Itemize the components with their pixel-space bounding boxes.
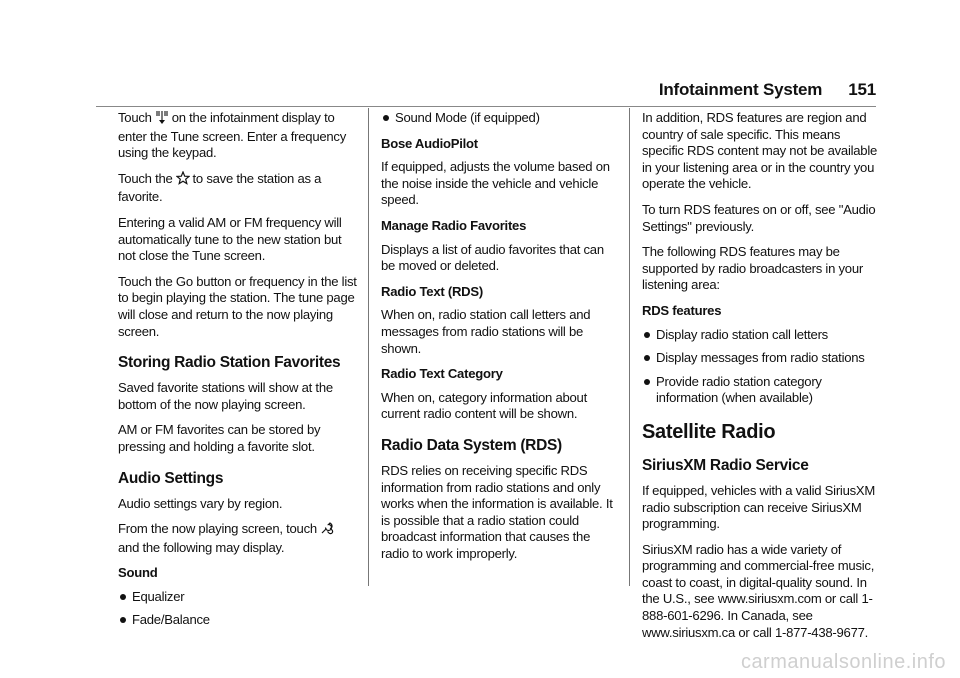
list-item: Display radio station call letters [642, 327, 884, 344]
paragraph: Audio settings vary by region. [118, 495, 283, 511]
rds-features-list [642, 327, 884, 407]
paragraph: SiriusXM radio has a wide variety of programming and commercial-free music, coast to coast, in digital-quality sound. In the U.S., see www.siriusxm.com or call 1-888-601-6296. In Canada, see www.siriusxm.ca or call 1-877-438-9677. [642, 541, 875, 640]
paragraph: Saved favorite stations will show at the bottom of the now playing screen. [118, 380, 333, 412]
column-2 [381, 110, 621, 571]
settings-icon [320, 521, 334, 540]
sound-list-continued [381, 110, 621, 127]
heading-audio-settings: Audio Settings [118, 469, 224, 487]
label-radio-text-category: Radio Text Category [381, 366, 503, 382]
paragraph: Touch the Go button or frequency in the list to begin playing the station. The tune page will close and return to the now playing screen. [118, 273, 357, 339]
paragraph: Entering a valid AM or FM frequency will automatically tune to the new station but not close the Tune screen. [118, 214, 342, 264]
list-item: Sound Mode (if equipped) [381, 110, 621, 127]
heading-storing-favorites: Storing Radio Station Favorites [118, 354, 341, 372]
paragraph: If equipped, adjusts the volume based on the noise inside the vehicle and vehicle speed. [381, 159, 610, 208]
column-3 [642, 110, 884, 650]
heading-rds: Radio Data System (RDS) [381, 436, 562, 454]
paragraph: RDS relies on receiving specific RDS information from radio stations and only works when the information is available. It is possible that a radio station could broadcast information that causes the radio to work improperly. [381, 462, 613, 561]
label-manage-favorites: Manage Radio Favorites [381, 217, 527, 233]
label-bose-audiopilot: Bose AudioPilot [381, 135, 478, 151]
heading-siriusxm: SiriusXM Radio Service [642, 456, 809, 474]
page-header [659, 80, 876, 100]
label-rds-features: RDS features [642, 302, 722, 318]
heading-satellite-radio: Satellite Radio [642, 420, 776, 443]
tune-paragraph: Touch on the infotainment display to enter the Tune screen. Enter a frequency using the keypad. [118, 110, 347, 161]
list-item: Provide radio station category information (when available) [642, 374, 884, 407]
list-item: Fade/Balance [118, 612, 358, 629]
header-rule [96, 106, 876, 107]
list-item: Display messages from radio stations [642, 350, 884, 367]
paragraph: When on, category information about current radio content will be shown. [381, 389, 587, 422]
sound-label: Sound [118, 565, 158, 581]
settings-paragraph: From the now playing screen, touchand the following may display. [118, 521, 358, 556]
paragraph: AM or FM favorites can be stored by pressing and holding a favorite slot. [118, 422, 321, 454]
paragraph: When on, radio station call letters and messages from radio stations will be shown. [381, 307, 591, 356]
paragraph: To turn RDS features on or off, see "Audio Settings" previously. [642, 201, 876, 234]
tune-icon [155, 110, 169, 129]
list-item: Equalizer [118, 589, 358, 606]
column-divider-1 [368, 108, 369, 586]
sound-list [118, 589, 358, 629]
page-number: 151 [848, 80, 876, 99]
section-title: Infotainment System [658, 80, 823, 99]
paragraph: The following RDS features may be supported by radio broadcasters in your listening area: [642, 244, 863, 293]
favorite-paragraph: Touch the to save the station as a favorite. [118, 170, 322, 205]
label-radio-text: Radio Text (RDS) [381, 283, 483, 299]
paragraph: If equipped, vehicles with a valid SiriusXM radio subscription can receive SiriusXM programming. [642, 482, 876, 532]
paragraph: Displays a list of audio favorites that can be moved or deleted. [381, 241, 604, 274]
watermark: carmanualsonline.info [740, 651, 946, 673]
paragraph: In addition, RDS features are region and country of sale specific. This means specific RDS content may not be available in your listening area or in the country you operate the vehicle. [642, 110, 878, 192]
column-1 [118, 110, 358, 638]
column-divider-2 [629, 108, 630, 586]
star-icon [176, 171, 190, 190]
